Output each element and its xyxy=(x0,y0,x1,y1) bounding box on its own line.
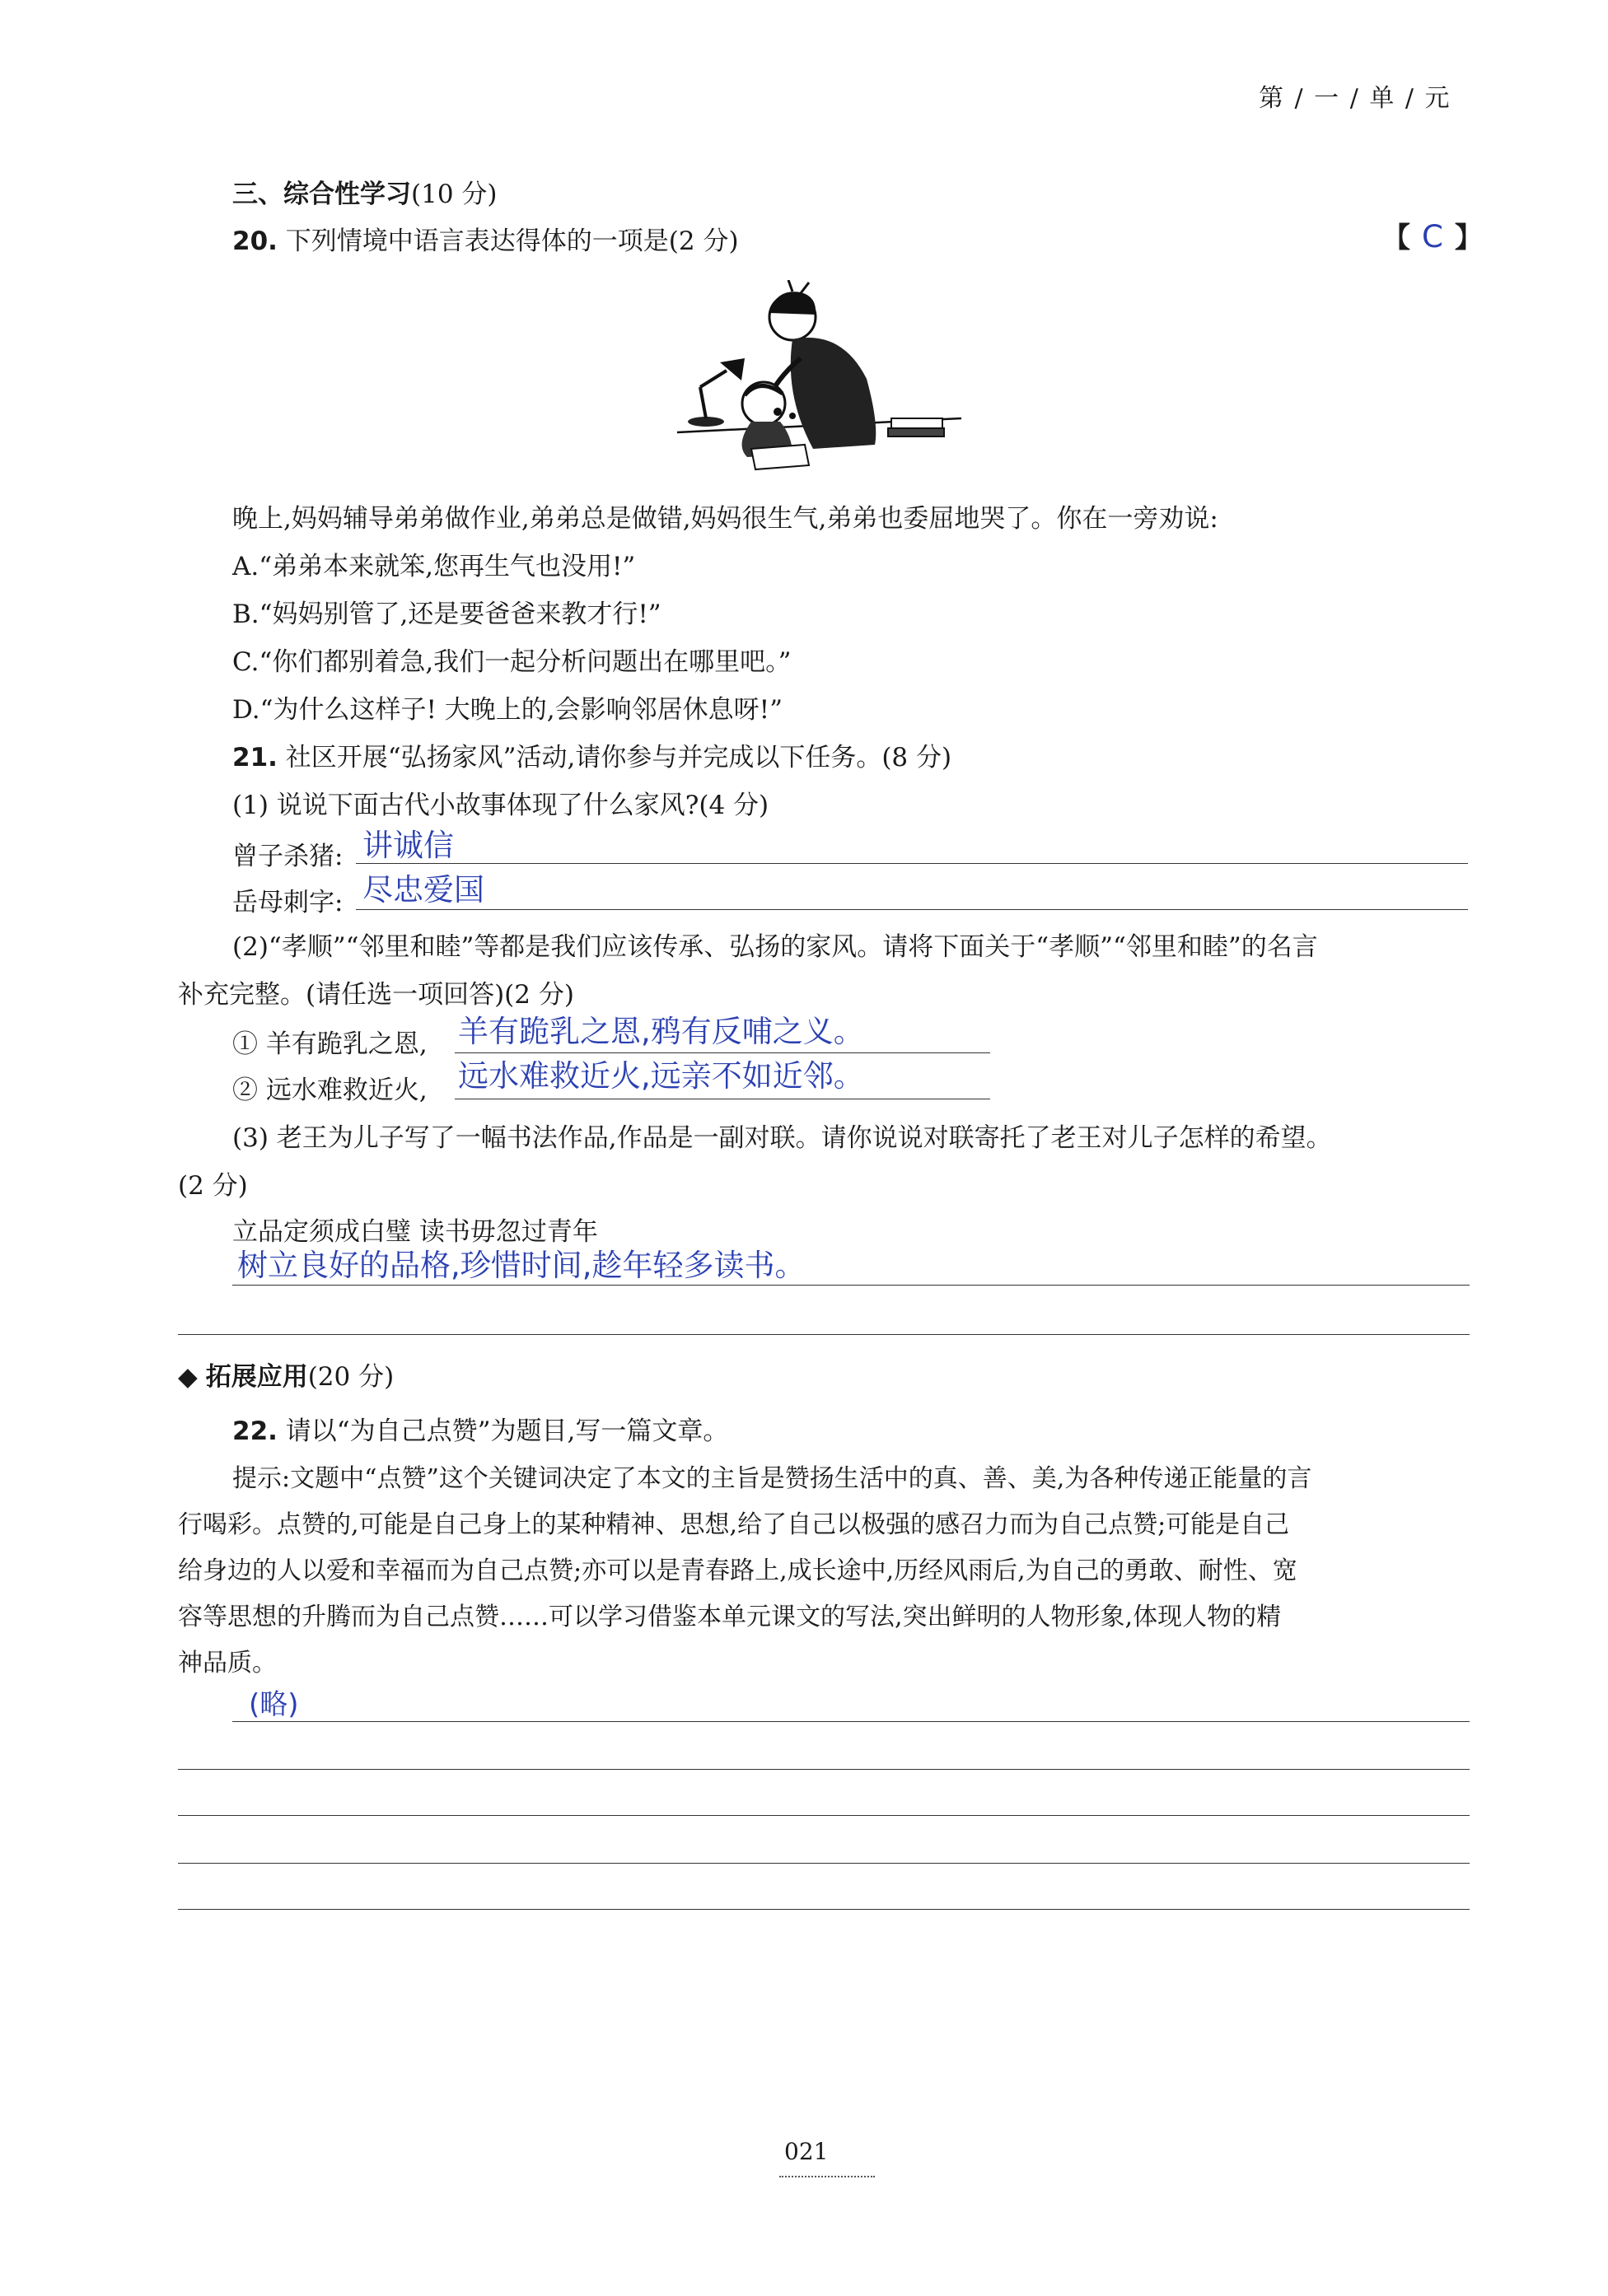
q22-answer: (略) xyxy=(249,1688,299,1721)
answer-line xyxy=(178,1815,1470,1816)
q21-part3-line1: (3) 老王为儿子写了一幅书法作品,作品是一副对联。请你说说对联寄托了老王对儿子怎样的希望。 xyxy=(232,1123,1332,1153)
q22-hint-line: 提示:文题中“点赞”这个关键词决定了本文的主旨是赞扬生活中的真、善、美,为各种传递正能量的言 xyxy=(232,1464,1312,1493)
q21-proverb-b-answer: 远水难救近火,远亲不如近邻。 xyxy=(458,1058,864,1094)
q20-number: 20. xyxy=(232,226,278,256)
q21-text: 社区开展“弘扬家风”活动,请你参与并完成以下任务。(8 分) xyxy=(285,743,952,772)
homework-paper xyxy=(751,445,809,469)
q21-stem xyxy=(232,743,951,773)
q21-yuemu-answer: 尽忠爱国 xyxy=(362,872,484,908)
page-number: 021 xyxy=(784,2138,829,2165)
q20-text: 下列情境中语言表达得体的一项是(2 分) xyxy=(285,226,739,256)
section-title-text: 三、综合性学习 xyxy=(232,180,411,209)
section-title xyxy=(232,180,498,210)
answer-line xyxy=(232,1285,1470,1286)
q21-proverb-a-answer: 羊有跪乳之恩,鸦有反哺之义。 xyxy=(458,1014,864,1049)
q21-number: 21. xyxy=(232,743,278,772)
q21-part2-line2: 补充完整。(请任选一项回答)(2 分) xyxy=(178,980,574,1010)
q22-hint-line: 神品质。 xyxy=(178,1649,277,1678)
q22-hint-line: 行喝彩。点赞的,可能是自己身上的某种精神、思想,给了自己以极强的感召力而为自己点赞;可能是自己 xyxy=(178,1510,1290,1539)
q21-part3-answer: 树立良好的品格,珍惜时间,趁年轻多读书。 xyxy=(237,1248,806,1283)
q21-yuemu-label: 岳母刺字: xyxy=(232,888,344,917)
q21-zengzi-label: 曾子杀猪: xyxy=(232,842,344,871)
q20-scenario: 晚上,妈妈辅导弟弟做作业,弟弟总是做错,妈妈很生气,弟弟也委屈地哭了。你在一旁劝说: xyxy=(232,504,1218,534)
q20-answer: C xyxy=(1422,219,1443,254)
q21-part2-line1: (2)“孝顺”“邻里和睦”等都是我们应该传承、弘扬的家风。请将下面关于“孝顺”“邻里和睦”的名言 xyxy=(232,932,1318,962)
desk-lamp-icon xyxy=(688,358,745,427)
section-score: (10 分) xyxy=(411,180,498,209)
mother-figure xyxy=(766,280,876,449)
q22-number: 22. xyxy=(232,1416,278,1446)
q21-proverb-b-label: ② 远水难救近火, xyxy=(232,1076,428,1105)
q21-zengzi-answer: 讲诚信 xyxy=(362,828,454,863)
q22-hint-line: 给身边的人以爱和幸福而为自己点赞;亦可以是青春路上,成长途中,历经风雨后,为自己的勇敢、耐性、宽 xyxy=(178,1556,1297,1585)
q21-proverb-a-label: ① 羊有跪乳之恩, xyxy=(232,1029,428,1059)
extension-title-text: 拓展应用 xyxy=(205,1362,308,1392)
q20-option-c: C.“你们都别着急,我们一起分析问题出在哪里吧。” xyxy=(232,647,792,677)
q22-stem xyxy=(232,1416,728,1447)
answer-line xyxy=(178,1909,1470,1910)
answer-line xyxy=(232,1721,1470,1722)
answer-line xyxy=(178,1863,1470,1864)
extension-title xyxy=(178,1362,394,1393)
bracket-right: 】 xyxy=(1454,222,1483,254)
q22-hint-line: 容等思想的升腾而为自己点赞……可以学习借鉴本单元课文的写法,突出鲜明的人物形象,体现人物的精 xyxy=(178,1603,1282,1631)
answer-line xyxy=(356,909,1468,910)
q20-option-b: B.“妈妈别管了,还是要爸爸来教才行!” xyxy=(232,600,661,629)
q21-part3-line2: (2 分) xyxy=(178,1171,248,1201)
bracket-left: 【 xyxy=(1382,222,1410,254)
books-stack xyxy=(888,418,944,436)
q20-answer-bracket xyxy=(1382,219,1483,255)
answer-line xyxy=(178,1769,1470,1770)
diamond-icon: ◆ xyxy=(178,1362,198,1392)
q21-couplet: 立品定须成白璧 读书毋忽过青年 xyxy=(232,1217,598,1247)
answer-line xyxy=(178,1334,1470,1335)
unit-header: 第 / 一 / 单 / 元 xyxy=(1259,84,1451,113)
q20-stem xyxy=(232,226,739,257)
illustration-mother-child xyxy=(669,280,965,482)
q22-text: 请以“为自己点赞”为题目,写一篇文章。 xyxy=(285,1416,729,1446)
extension-score: (20 分) xyxy=(307,1362,395,1392)
page-number-underline xyxy=(779,2176,875,2177)
q21-part1: (1) 说说下面古代小故事体现了什么家风?(4 分) xyxy=(232,791,769,820)
q20-option-a: A.“弟弟本来就笨,您再生气也没用!” xyxy=(232,552,636,581)
q20-option-d: D.“为什么这样子! 大晚上的,会影响邻居休息呀!” xyxy=(232,695,783,725)
answer-line xyxy=(356,863,1468,864)
